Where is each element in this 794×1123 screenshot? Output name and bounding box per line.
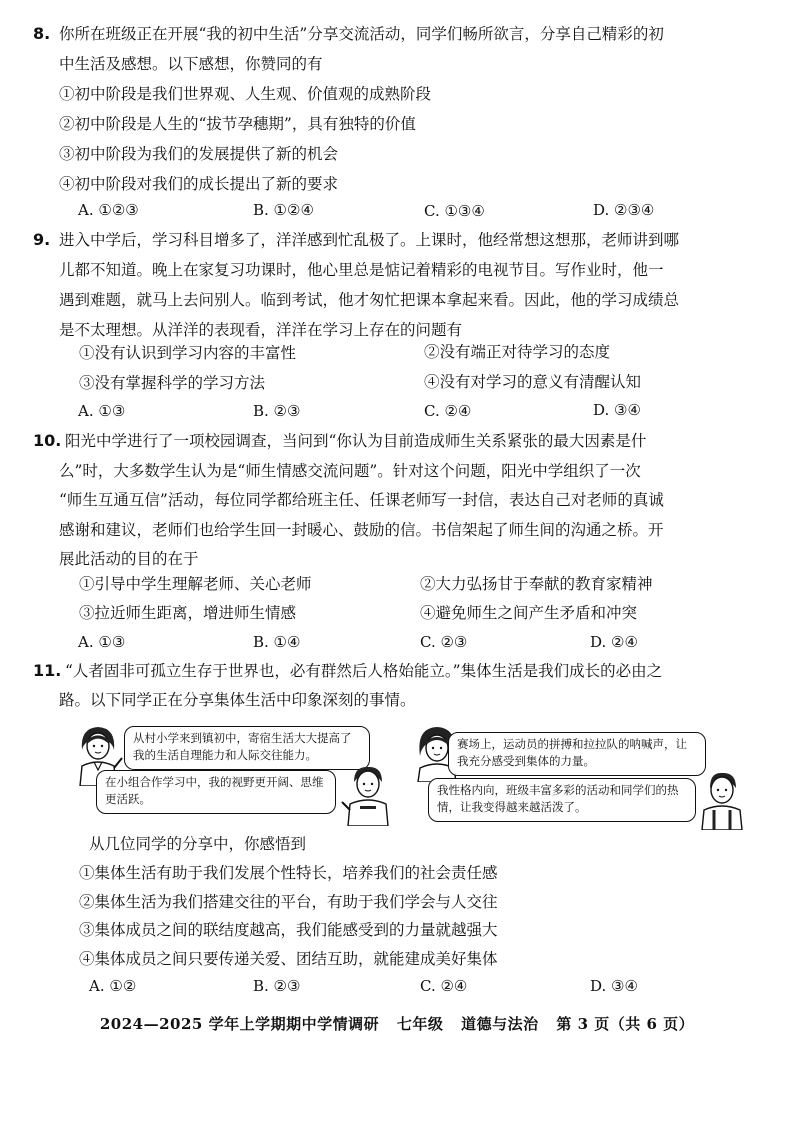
question-stem-line: 么”时，大多数学生认为是“师生情感交流问题”。针对这个问题，阳光中学组织了一次 <box>59 462 641 480</box>
choice-c: C. ②④ <box>420 977 468 995</box>
statement: ①引导中学生理解老师、关心老师 <box>79 575 312 593</box>
statement: ③拉近师生距离，增进师生情感 <box>79 604 297 622</box>
question-stem-line: 进入中学后，学习科目增多了，洋洋感到忙乱极了。上课时，他经常想这想那，老师讲到哪 <box>59 231 680 249</box>
choice-b: B. ②③ <box>253 977 301 995</box>
question-stem-line: “人者固非可孤立生存于世界也，必有群然后人格始能立。”集体生活是我们成长的必由之 <box>65 662 663 680</box>
speech-bubble: 赛场上，运动员的拼搏和拉拉队的呐喊声，让我充分感受到集体的力量。 <box>448 732 706 776</box>
choice-c: C. ①③④ <box>424 202 485 220</box>
question-prompt: 从几位同学的分享中，你感悟到 <box>89 835 307 853</box>
question-stem-line: 遇到难题，就马上去问别人。临到考试，他才匆忙把课本拿起来看。因此，他的学习成绩总 <box>59 291 680 309</box>
footer-grade: 七年级 <box>396 1015 444 1033</box>
statement: ④避免师生之间产生矛盾和冲突 <box>420 604 638 622</box>
question-stem-line: 你所在班级正在开展“我的初中生活”分享交流活动，同学们畅所欲言，分享自己精彩的初 <box>59 25 664 43</box>
choice-d: D. ②④ <box>590 633 638 651</box>
statement: ①没有认识到学习内容的丰富性 <box>79 344 297 362</box>
question-stem-line: 阳光中学进行了一项校园调查，当问到“你认为目前造成师生关系紧张的最大因素是什 <box>65 432 647 450</box>
footer-subject: 道德与法治 <box>461 1015 539 1033</box>
statement: ④初中阶段对我们的成长提出了新的要求 <box>59 175 339 193</box>
question-stem-line: 展此活动的目的在于 <box>59 550 199 568</box>
choice-b: B. ①②④ <box>253 201 314 219</box>
statement: ③没有掌握科学的学习方法 <box>79 374 266 392</box>
choice-d: D. ③④ <box>593 401 641 419</box>
question-stem-line: “师生互通互信”活动，每位同学都给班主任、任课老师写一封信，表达自己对老师的真诚 <box>59 491 664 509</box>
question-number: 11. <box>33 661 62 680</box>
question-stem-line: 感谢和建议，老师们也给学生回一封暖心、鼓励的信。书信架起了师生间的沟通之桥。开 <box>59 521 664 539</box>
student-boy-figure <box>696 768 748 830</box>
question-number: 8. <box>33 24 51 43</box>
question-stem-line: 儿都不知道。晚上在家复习功课时，他心里总是惦记着精彩的电视节目。写作业时，他一 <box>59 261 664 279</box>
statement: ①初中阶段是我们世界观、人生观、价值观的成熟阶段 <box>59 85 432 103</box>
choice-d: D. ③④ <box>590 977 638 995</box>
statement: ①集体生活有助于我们发展个性特长，培养我们的社会责任感 <box>79 864 498 882</box>
question-stem-line: 是不太理想。从洋洋的表现看，洋洋在学习上存在的问题有 <box>59 321 463 339</box>
statement: ④集体成员之间只要传递关爱、团结互助，就能建成美好集体 <box>79 950 498 968</box>
choice-c: C. ②④ <box>424 402 472 420</box>
statement: ④没有对学习的意义有清醒认知 <box>424 373 642 391</box>
page-footer <box>0 1013 794 1034</box>
question-stem-line: 路。以下同学正在分享集体生活中印象深刻的事情。 <box>59 691 416 709</box>
statement: ②集体生活为我们搭建交往的平台，有助于我们学会与人交往 <box>79 893 498 911</box>
choice-d: D. ②③④ <box>593 201 655 219</box>
footer-exam-title: 2024—2025 学年上学期期中学情调研 <box>99 1015 380 1033</box>
question-stem-line: 中生活及感想。以下感想，你赞同的有 <box>59 55 323 73</box>
student-boy-figure <box>340 762 394 826</box>
question-number: 10. <box>33 431 62 450</box>
choice-a: A. ①③ <box>78 402 126 420</box>
statement: ③集体成员之间的联结度越高，我们能感受到的力量就越强大 <box>79 921 498 939</box>
statement: ②大力弘扬甘于奉献的教育家精神 <box>420 575 653 593</box>
choice-c: C. ②③ <box>420 633 468 651</box>
speech-bubble: 在小组合作学习中，我的视野更开阔、思维更活跃。 <box>96 770 336 814</box>
choice-a: A. ①② <box>89 977 137 995</box>
footer-page-number: 第 3 页（共 6 页） <box>556 1015 695 1033</box>
speech-bubble: 从村小学来到镇初中，寄宿生活大大提高了我的生活自理能力和人际交往能力。 <box>124 726 370 770</box>
choice-b: B. ①④ <box>253 633 301 651</box>
speech-bubble: 我性格内向，班级丰富多彩的活动和同学们的热情，让我变得越来越活泼了。 <box>428 778 696 822</box>
statement: ②初中阶段是人生的“拔节孕穗期”，具有独特的价值 <box>59 115 416 133</box>
choice-a: A. ①③ <box>78 633 126 651</box>
statement: ②没有端正对待学习的态度 <box>424 343 611 361</box>
choice-b: B. ②③ <box>253 402 301 420</box>
choice-a: A. ①②③ <box>78 201 139 219</box>
statement: ③初中阶段为我们的发展提供了新的机会 <box>59 145 339 163</box>
question-number: 9. <box>33 230 51 249</box>
